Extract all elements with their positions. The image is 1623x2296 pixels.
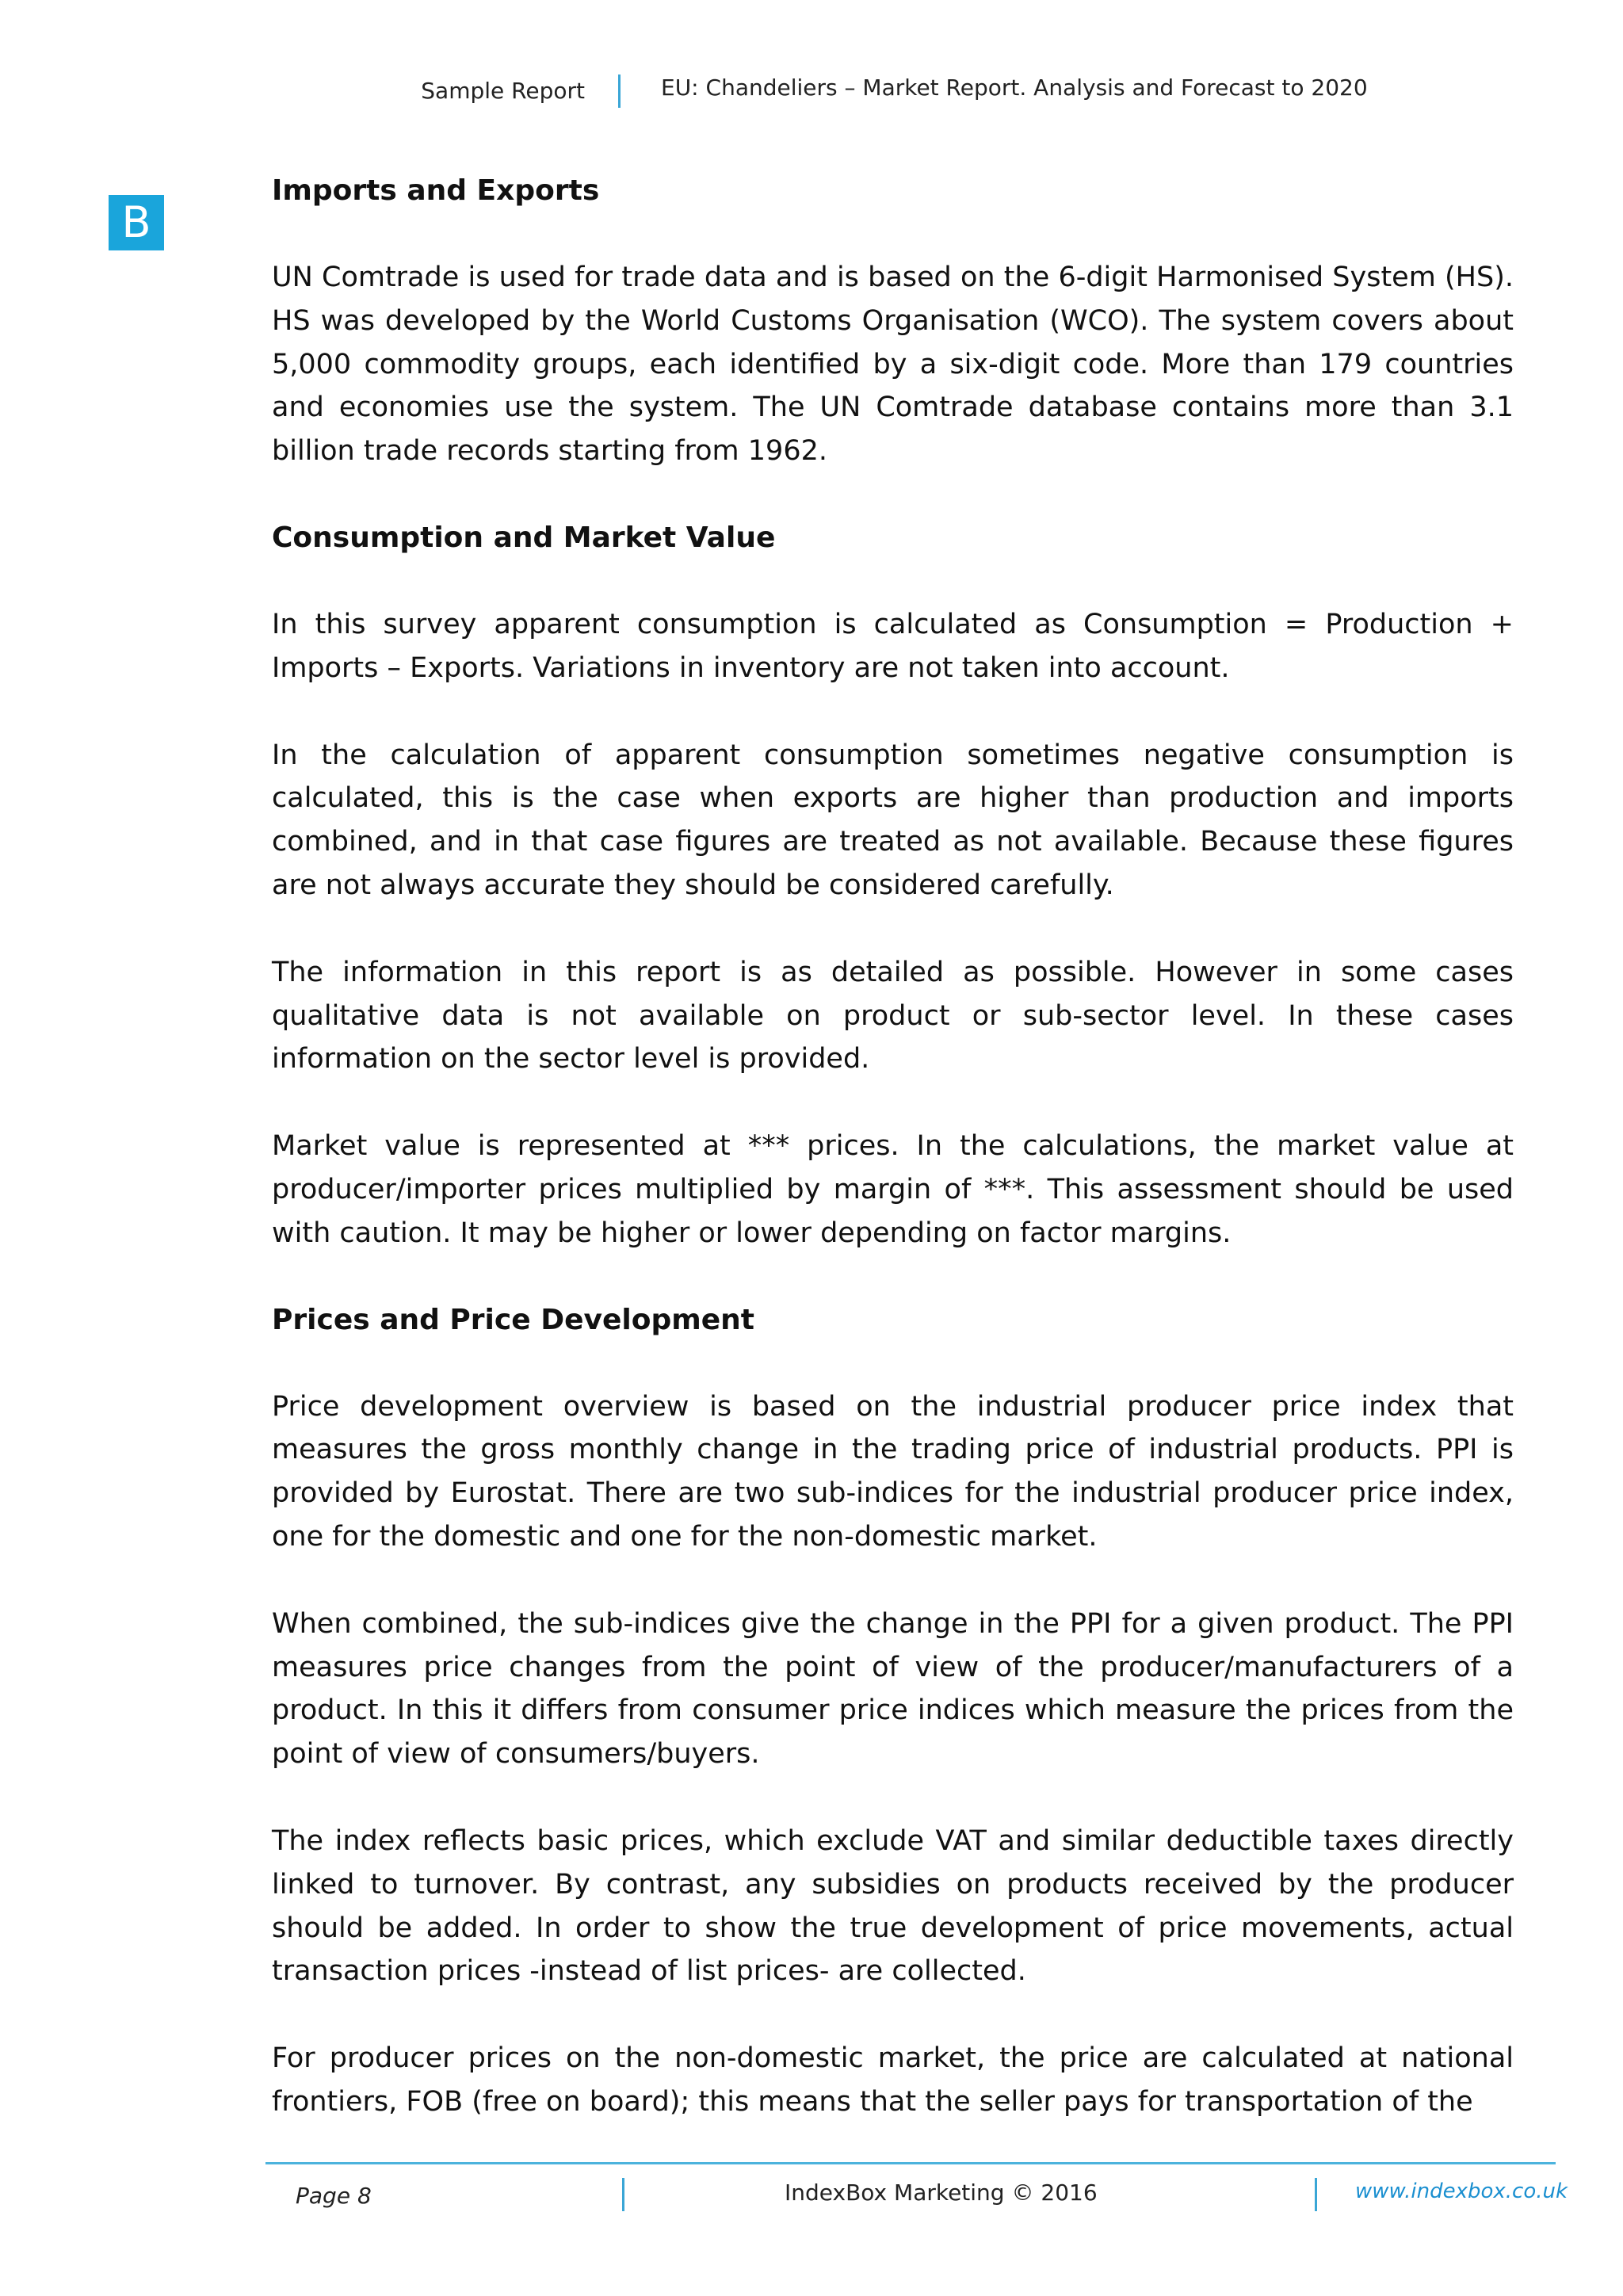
paragraph: Price development overview is based on the industrial producer price index that measures the gross monthly change in the trading price of industrial products. PPI is provided by Eurostat. There are two sub-indices for the industrial producer price index, one for the domestic and one for the non-domestic market. — [272, 1390, 1514, 1553]
paragraph: When combined, the sub-indices give the change in the PPI for a given product. The PPI measures price changes from the point of view of the producer/manufacturers of a product. In this it differs from consumer price indices which measure the prices from the point of view of consumers/buyers. — [272, 1607, 1514, 1771]
footer-rule — [265, 2162, 1556, 2164]
paragraph: The index reflects basic prices, which exclude VAT and similar deductible taxes directly linked to turnover. By contrast, any subsidies on products received by the producer should be added. In order to show the true development of price movements, actual transaction prices -instead of list prices- are collected. — [272, 1824, 1514, 1988]
section-heading-consumption: Consumption and Market Value — [272, 521, 776, 554]
page-number: Page 8 — [296, 2183, 372, 2209]
header-report-type: Sample Report — [421, 78, 585, 104]
paragraph: In the calculation of apparent consumption sometimes negative consumption is calculated, this is the case when exports are higher than production and imports combined, and in that case figures are treated as not available. Because these figures are not always accurate they should be considered carefully. — [272, 739, 1514, 901]
paragraph: Market value is represented at *** prices. In the calculations, the market value at producer/importer prices multiplied by margin of ***. This assessment should be used with caution. It may be higher or lower depending on factor margins. — [272, 1130, 1514, 1249]
paragraph: In this survey apparent consumption is calculated as Consumption = Production + Imports – Exports. Variations in inventory are not taken into account. — [272, 608, 1514, 684]
paragraph: The information in this report is as detailed as possible. However in some cases qualitative data is not available on product or sub-sector level. In these cases information on the sector level is provided. — [272, 956, 1514, 1075]
paragraph: UN Comtrade is used for trade data and is based on the 6-digit Harmonised System (HS). HS was developed by the World Customs Organisation (WCO). The system covers about 5,000 commodity groups, each identified by a six-digit code. More than 179 countries and economies use the system. The UN Comtrade database contains more than 3.1 billion trade records starting from 1962. — [272, 262, 1514, 468]
section-heading-imports-exports: Imports and Exports — [272, 174, 600, 207]
footer-copyright: IndexBox Marketing © 2016 — [785, 2179, 1098, 2206]
footer-divider — [1315, 2178, 1317, 2211]
paragraph: For producer prices on the non-domestic market, the price are calculated at national frontiers, FOB (free on board); this means that the seller pays for transportation of the — [272, 2042, 1514, 2118]
page-header — [0, 73, 1623, 113]
section-heading-prices: Prices and Price Development — [272, 1303, 754, 1336]
footer-website-link[interactable]: www.indexbox.co.uk — [1355, 2179, 1568, 2203]
header-divider — [618, 74, 621, 108]
indexbox-logo-icon: B — [109, 195, 164, 250]
page-content — [272, 170, 1514, 2168]
footer-divider — [622, 2178, 624, 2211]
header-report-title: EU: Chandeliers – Market Report. Analysis and Forecast to 2020 — [661, 74, 1368, 101]
